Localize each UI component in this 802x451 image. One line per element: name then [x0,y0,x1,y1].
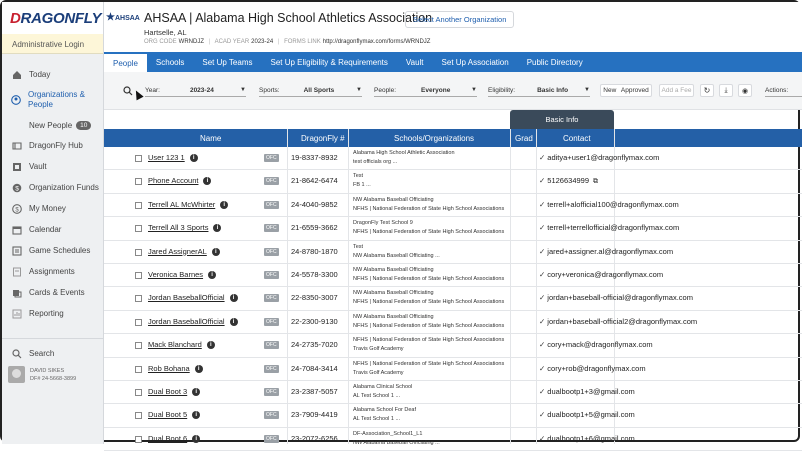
chevron-down-icon: ▼ [356,87,362,93]
user-df-number: DF# 24-5668-3899 [30,375,77,382]
add-fee-button[interactable]: Add a Fee [659,84,694,97]
row-select-checkbox[interactable] [135,366,142,373]
row-select-checkbox[interactable] [135,272,142,279]
dragonfly-number: 19-8337-8932 [291,153,338,162]
table-row[interactable] [104,241,802,264]
row-select-checkbox[interactable] [135,178,142,185]
info-icon[interactable]: i [213,224,221,232]
row-select-checkbox[interactable] [135,389,142,396]
tab-public-directory[interactable]: Public Directory [526,57,583,67]
column-contact[interactable]: Contact [563,134,591,143]
sidebar-item-label: Reporting [29,309,64,318]
row-select-checkbox[interactable] [135,202,142,209]
person-name-link[interactable]: Terrell AL McWhirter i [148,200,228,209]
tab-people[interactable]: People [104,52,147,72]
sidebar-item-label: Organization Funds [29,183,99,192]
contact-value[interactable]: dualbootp1+3@gmail.com [547,386,635,396]
official-badge: OFC [266,201,277,208]
org-header [104,2,802,52]
new-option[interactable]: New [603,87,617,94]
table-row[interactable] [104,217,802,240]
info-icon[interactable]: i [230,294,238,302]
dragonfly-logo[interactable]: DRAGONFLY [2,2,103,34]
dragonfly-number: 24-8780-1870 [291,246,338,256]
table-row[interactable] [104,287,802,310]
official-badge: OFC [266,155,277,161]
row-select-checkbox[interactable] [135,412,142,419]
info-icon[interactable]: i [190,154,198,162]
table-row[interactable] [104,264,802,287]
person-name-link[interactable]: Jordan BaseballOfficial i [148,317,238,326]
organization-secondary: NFHS | National Federation of State High School Associations [353,205,505,212]
org-meta: ORG CODE WRNDJZ | ACAD YEAR 2023-24 | FORMS LINK http://dragonflymax.com/forms/WRNDJZ [144,39,431,45]
reporting-icon [11,308,22,319]
contact-value[interactable]: 5126634999 [547,176,590,186]
dragonfly-number: 24-2735-7020 [291,340,338,350]
column-dragonfly[interactable]: DragonFly # [301,134,345,143]
person-name-link[interactable]: Jared AssignerAL i [148,247,220,256]
person-name-link[interactable]: Dual Boot 5 i [148,410,200,419]
sidebar-item-reporting[interactable] [2,303,103,324]
org-code: WRNDJZ [178,39,204,45]
avatar [8,366,25,383]
new-people-count-badge: 10 [76,121,91,130]
verified-check-icon: ✓ [539,223,546,233]
sidebar-item-label: Assignments [29,267,75,276]
sidebar-item-label: Today [29,70,51,79]
search-icon [123,86,133,96]
verified-check-icon: ✓ [539,199,546,209]
ahsaa-logo: ★AHSAA [106,12,140,23]
refresh-icon: ↻ [703,86,711,95]
user-name: DAVID SIKES [30,367,65,374]
vault-icon [11,161,22,172]
column-name[interactable]: Name [200,134,222,143]
organization-secondary: NFHS | National Federation of State High School Associations [353,299,505,306]
sidebar-item-label: Game Schedules [29,246,91,255]
organization-secondary: NFHS | National Federation of State High School Associations [353,322,505,329]
view-button[interactable] [738,84,752,97]
contact-value[interactable]: jared+assigner.al@dragonflymax.com [547,246,674,256]
chevron-down-icon: ▼ [240,87,246,93]
table-row[interactable] [104,311,802,334]
organization-primary: NFHS | National Federation of State High School Associations [353,337,505,344]
info-icon[interactable]: i [207,341,215,349]
verified-check-icon: ✓ [539,246,546,256]
sidebar-nav [2,54,103,324]
chevron-down-icon: ▼ [471,87,477,93]
verified-check-icon: ✓ [539,363,546,373]
dragonfly-number: 24-4040-9852 [291,199,338,209]
sidebar-item-label: My Money [29,204,66,213]
sports-filter[interactable]: Sports: All Sports ▼ [259,84,362,97]
contact-value[interactable]: cory+rob@dragonflymax.com [547,363,646,373]
dragonfly-number: 21-8642-6474 [291,176,338,186]
sidebar-item-label: Organizations & People [28,90,85,109]
official-badge: OFC [266,271,277,278]
dragonfly-number: 24-5578-3300 [291,269,338,279]
table-row[interactable] [104,334,802,357]
organization-secondary: Travis Golf Academy [353,369,404,376]
person-name-link[interactable]: Dual Boot 6 i [148,434,200,443]
info-icon[interactable]: i [230,318,238,326]
search-icon [11,348,22,359]
organization-secondary: NFHS | National Federation of State High School Associations [353,275,505,282]
row-select-checkbox[interactable] [135,295,142,302]
contact-value[interactable]: dualbootp1+5@gmail.com [547,410,635,420]
approved-option[interactable]: Approved [620,87,649,94]
verified-check-icon: ✓ [539,386,546,396]
money-icon [11,203,22,214]
home-icon [11,69,22,80]
sidebar-item-label: DragonFly Hub [29,141,83,150]
chevron-down-icon: ▼ [584,87,590,93]
contact-value[interactable]: jordan+baseball-official2@dragonflymax.com [547,316,698,326]
sidebar-item-dragonfly-hub[interactable] [2,135,103,156]
table-row[interactable] [104,147,802,170]
info-icon[interactable]: i [203,177,211,185]
contact-cell [539,223,680,233]
verified-check-icon: ✓ [539,410,546,420]
verified-check-icon: ✓ [539,153,546,162]
info-icon[interactable]: i [208,271,216,279]
organization-primary: DF-Association_School1_L1 [353,430,423,437]
dragonfly-number: 23-2387-5057 [291,386,338,396]
contact-value[interactable]: cory+veronica@dragonflymax.com [547,269,664,279]
dragonfly-number: 22-8350-3007 [291,293,338,303]
current-user[interactable] [2,364,103,383]
organization-primary: Alabama Clinical School [353,383,413,390]
organization-primary: Alabama High School Athletic Association [353,150,455,156]
contact-value[interactable]: cory+mack@dragonflymax.com [547,340,653,350]
dragonfly-number: 24-7084-3414 [291,363,338,373]
official-badge: OFC [266,178,277,185]
row-select-checkbox[interactable] [135,342,142,349]
person-name-link[interactable]: Phone Account i [148,176,211,185]
organization-primary: NW Alabama Baseball Officiating [353,290,434,297]
actions-dropdown[interactable]: Actions: [765,84,802,97]
organization-secondary: NW Alabama Baseball Officiating ... [353,252,440,259]
organization-secondary: NFHS | National Federation of State High School Associations [353,229,505,236]
administrative-login[interactable]: Administrative Login [2,34,103,54]
verified-check-icon: ✓ [539,340,546,350]
copy-icon[interactable]: ⧉ [593,178,599,186]
row-select-checkbox[interactable] [135,436,142,443]
column-schools[interactable]: Schools/Organizations [394,134,475,143]
official-badge: OFC [266,388,277,395]
person-name-link[interactable]: Veronica Barnes i [148,270,216,279]
contact-cell [539,410,635,420]
hub-icon [11,140,22,151]
forms-link[interactable]: http://dragonflymax.com/forms/WRNDJZ [322,39,431,45]
table-row[interactable] [104,381,802,404]
contact-value[interactable]: aditya+user1@dragonflymax.com [547,153,660,162]
select-organization-button[interactable]: Select Another Organization [405,11,514,28]
person-name-link[interactable]: Rob Bohana i [148,364,203,373]
sidebar-item-label: Cards & Events [29,288,85,297]
sidebar-item-label: Vault [29,162,47,171]
info-icon[interactable]: i [212,248,220,256]
download-icon: ⤓ [724,86,728,94]
official-badge: OFC [266,225,277,232]
tab-set-up-eligibility-requirements[interactable]: Set Up Eligibility & Requirements [270,57,388,67]
dollar-icon [11,182,22,193]
contact-value[interactable]: terrell+alofficial100@dragonflymax.com [547,199,679,209]
sidebar-item-label: New People [29,120,73,130]
info-icon[interactable]: i [195,365,203,373]
row-select-checkbox[interactable] [135,319,142,326]
sidebar-item-my-money[interactable] [2,198,103,219]
row-select-checkbox[interactable] [135,225,142,232]
organization-primary: Alabama School For Deaf [353,407,416,414]
organization-primary: NW Alabama Baseball Officiating [353,196,434,203]
eligibility-filter[interactable]: Eligibility: Basic Info ▼ [488,84,590,97]
organization-primary: DragonFly Test School 9 [353,220,413,227]
official-badge: OFC [266,248,277,255]
dragonfly-number: 23-2072-6256 [291,433,338,443]
contact-cell [539,199,679,209]
contact-cell [539,269,664,279]
table-row[interactable] [104,404,802,427]
organization-secondary: AL Test School 1 ... [353,416,401,423]
sidebar-item-organizations-people[interactable] [2,85,103,115]
page-title: AHSAA | Alabama High School Athletics Association [144,11,433,25]
tab-schools[interactable]: Schools [155,57,185,67]
table-row[interactable] [104,194,802,217]
tab-set-up-teams[interactable]: Set Up Teams [202,57,253,67]
dragonfly-number: 23-7909-4419 [291,410,338,420]
contact-cell [539,246,674,256]
main-tabs [104,52,802,72]
organization-primary: Test [353,243,364,250]
official-badge: OFC [266,412,277,419]
person-name-link[interactable]: Terrell All 3 Sports i [148,223,221,232]
organization-primary: NW Alabama Baseball Officiating [353,313,434,320]
contact-cell [539,433,635,443]
table-row[interactable] [104,170,802,193]
organization-secondary: Travis Golf Academy [353,346,404,353]
sidebar-item-calendar[interactable] [2,219,103,240]
table-header [104,129,802,147]
info-icon[interactable]: i [192,435,200,443]
contact-cell [539,340,653,350]
organization-secondary: AL Test School 1 ... [353,392,401,399]
cards-icon [11,287,22,298]
people-filter[interactable]: People: Everyone ▼ [374,84,477,97]
sidebar-item-new-people[interactable] [2,115,103,135]
sidebar-search[interactable]: Search [2,343,103,364]
table-row[interactable] [104,358,802,381]
verified-check-icon: ✓ [539,316,546,326]
dragonfly-number: 22-2300-9130 [291,316,338,326]
user-circle-icon [11,95,21,106]
sidebar [2,2,104,444]
new-approved-toggle[interactable] [600,84,652,97]
verified-check-icon: ✓ [539,433,546,443]
verified-check-icon: ✓ [539,293,546,303]
organization-primary: Test [353,173,364,180]
verified-check-icon: ✓ [539,269,546,279]
person-name-link[interactable]: User 123 1 i [148,153,198,162]
sidebar-item-organization-funds[interactable] [2,177,103,198]
assignments-icon [11,266,22,277]
sidebar-item-cards-events[interactable] [2,282,103,303]
sidebar-item-today[interactable] [2,64,103,85]
organization-secondary: test officials org ... [353,159,398,165]
contact-cell [539,293,693,303]
dragonfly-number: 21-6559-3662 [291,223,338,233]
row-select-checkbox[interactable] [135,249,142,256]
verified-check-icon: ✓ [539,176,546,186]
contact-value[interactable]: dualbootp1+6@gmail.com [547,433,635,443]
person-name-link[interactable]: Dual Boot 3 i [148,387,200,396]
year-filter[interactable]: Year: 2023-24 ▼ [145,84,246,97]
person-name-link[interactable]: Jordan BaseballOfficial i [148,293,238,302]
basic-info-group-tab[interactable]: Basic Info [510,110,614,129]
organization-secondary: NW Alabama Baseball Officiating ... [353,439,440,446]
people-table [104,147,802,451]
tab-vault[interactable]: Vault [405,57,424,67]
tab-set-up-association[interactable]: Set Up Association [441,57,509,67]
row-select-checkbox[interactable] [135,155,142,162]
sidebar-item-assignments[interactable] [2,261,103,282]
contact-cell [539,386,635,396]
table-row[interactable] [104,428,802,451]
sidebar-item-game-schedules[interactable] [2,240,103,261]
official-badge: OFC [266,365,277,372]
filter-bar [104,72,802,110]
info-icon[interactable]: i [192,411,200,419]
svg-text:$: $ [14,185,19,192]
refresh-button[interactable] [700,84,714,97]
svg-text:$: $ [14,206,19,213]
sidebar-item-vault[interactable] [2,156,103,177]
contact-cell [539,316,698,326]
column-grad[interactable]: Grad [515,134,533,143]
contact-value[interactable]: terrell+terrellofficial@dragonflymax.com [547,223,680,233]
official-badge: OFC [266,435,277,442]
contact-value[interactable]: jordan+baseball-official@dragonflymax.com [547,293,693,303]
official-badge: OFC [266,295,277,302]
organization-primary: NW Alabama Baseball Officiating [353,266,434,273]
person-name-link[interactable]: Mack Blanchard i [148,340,215,349]
info-icon[interactable]: i [220,201,228,209]
calendar-icon [11,224,22,235]
contact-cell [539,363,646,373]
official-badge: OFC [266,318,277,325]
contact-cell [539,153,660,162]
schedule-icon [11,245,22,256]
contact-cell [539,176,617,186]
download-button[interactable] [719,84,733,97]
official-badge: OFC [266,342,277,349]
org-city: Hartselle, AL [144,28,187,37]
sidebar-item-label: Calendar [29,225,62,234]
organization-primary: NFHS | National Federation of State High School Associations [353,360,505,367]
info-icon[interactable]: i [192,388,200,396]
view-icon: ◉ [741,87,749,95]
acad-year: 2023-24 [251,39,274,45]
organization-secondary: FB 1 ... [353,182,371,189]
